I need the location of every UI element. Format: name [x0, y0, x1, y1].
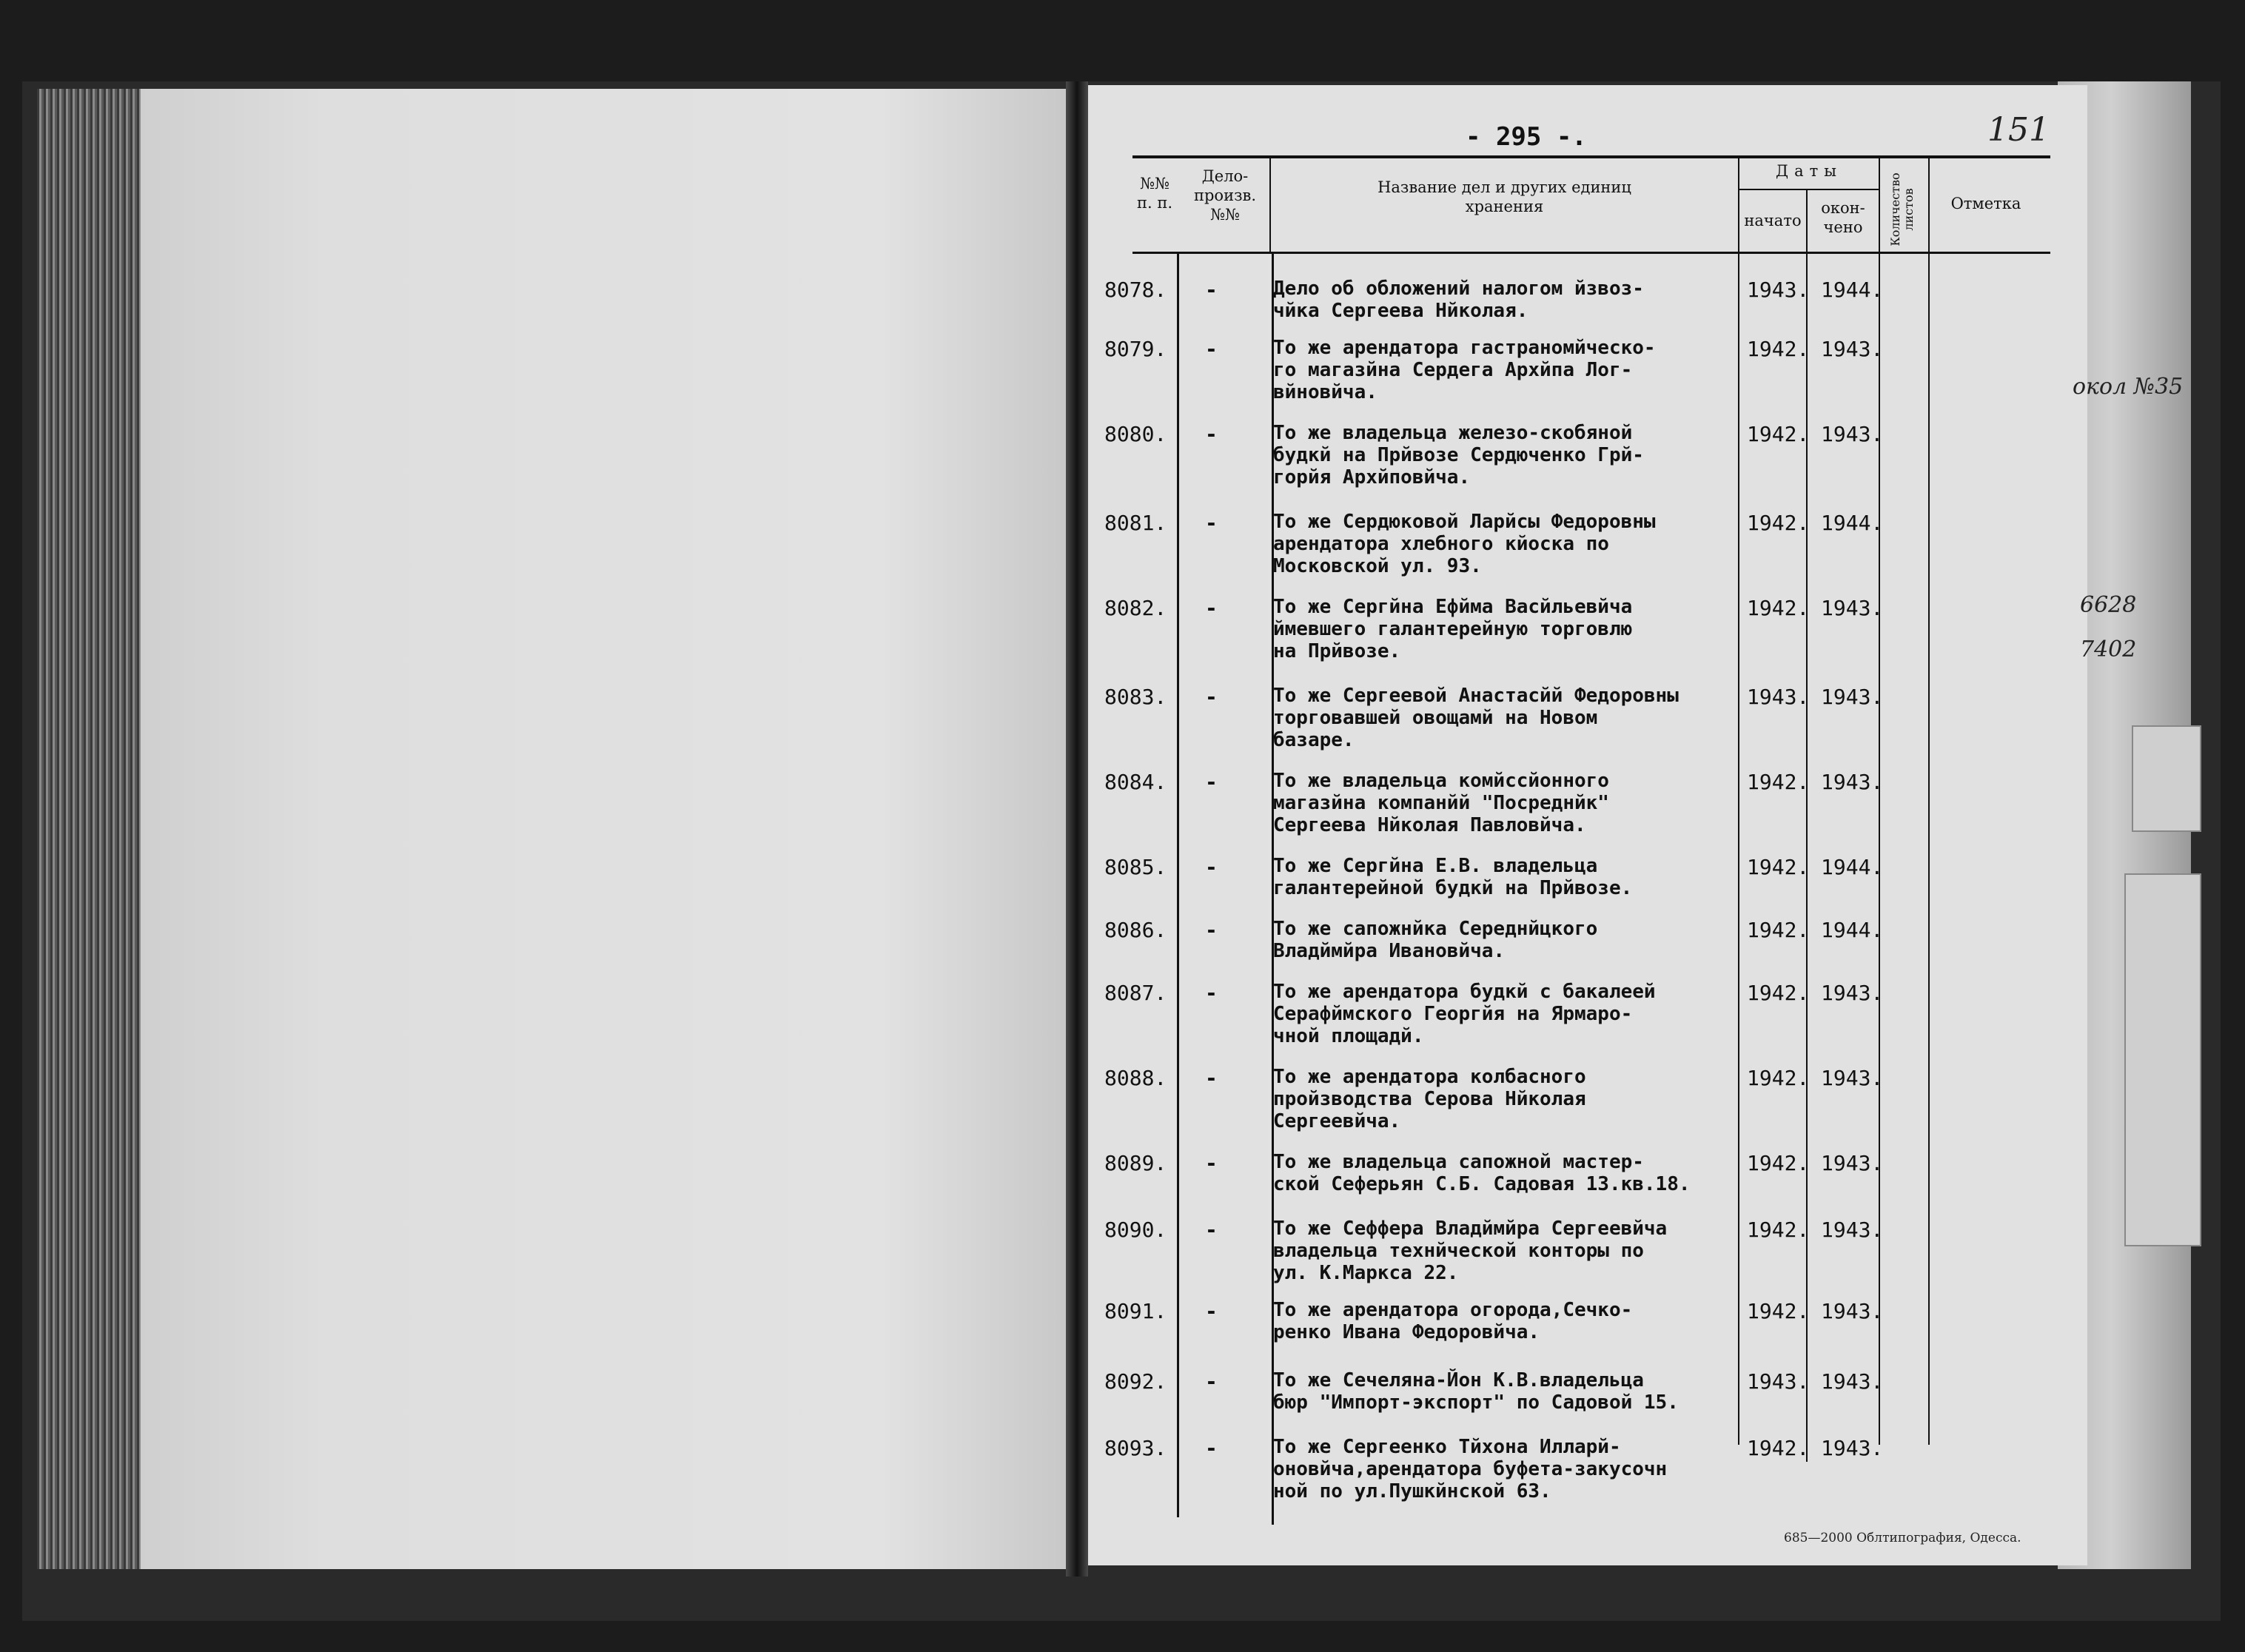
date-start: 1943. — [1747, 278, 1810, 302]
item-title: Дело об обложений налогом йзвоз- чйка Сергеева Нйколая. — [1273, 278, 1644, 322]
date-start: 1942. — [1747, 596, 1810, 620]
column-rule — [1806, 189, 1808, 1462]
page-number: - 295 -. — [1466, 122, 1587, 152]
paper-tab — [2124, 873, 2201, 1246]
date-end: 1943. — [1821, 1299, 1884, 1323]
date-end: 1944. — [1821, 855, 1884, 879]
item-number: 8092. — [1104, 1369, 1167, 1394]
book-gutter — [1066, 81, 1088, 1577]
item-number: 8084. — [1104, 770, 1167, 794]
item-number: 8089. — [1104, 1151, 1167, 1175]
date-end: 1943. — [1821, 596, 1884, 620]
date-end: 1943. — [1821, 1151, 1884, 1175]
date-end: 1943. — [1821, 981, 1884, 1005]
delo-number: - — [1205, 1218, 1218, 1242]
date-start: 1942. — [1747, 770, 1810, 794]
date-start: 1942. — [1747, 1299, 1810, 1323]
printer-imprint: 685—2000 Облтипография, Одесса. — [1784, 1531, 2021, 1545]
date-start: 1942. — [1747, 918, 1810, 942]
item-title: То же Сергйна Ефйма Васйльевйча ймевшего галантерейную торговлю на Прйвозе. — [1273, 596, 1633, 662]
paper-tab — [2132, 725, 2201, 832]
folio-number: 151 — [1987, 111, 2050, 149]
dates-divider — [1738, 189, 1879, 190]
date-start: 1942. — [1747, 511, 1810, 535]
delo-number: - — [1205, 918, 1218, 942]
column-rule — [1928, 157, 1930, 1445]
delo-number: - — [1205, 685, 1218, 709]
item-title: То же арендатора колбасного пройзводства Серова Нйколая Сергеевйча. — [1273, 1066, 1586, 1132]
delo-number: - — [1205, 981, 1218, 1005]
item-number: 8090. — [1104, 1218, 1167, 1242]
item-number: 8078. — [1104, 278, 1167, 302]
item-number: 8081. — [1104, 511, 1167, 535]
column-rule — [1269, 157, 1271, 252]
date-start: 1942. — [1747, 981, 1810, 1005]
item-number: 8093. — [1104, 1436, 1167, 1460]
item-title: То же Сечеляна-Йон К.В.владельца бюр "Импорт-экспорт" по Садовой 15. — [1273, 1369, 1679, 1414]
delo-number: - — [1205, 596, 1218, 620]
page-edges — [37, 89, 148, 1569]
delo-number: - — [1205, 278, 1218, 302]
delo-number: - — [1205, 337, 1218, 361]
item-title: То же Сергеенко Тйхона Илларй- оновйча,арендатора буфета-закусочн ной по ул.Пушкйнской 63. — [1273, 1436, 1668, 1502]
delo-number: - — [1205, 1066, 1218, 1090]
item-number: 8091. — [1104, 1299, 1167, 1323]
date-end: 1943. — [1821, 770, 1884, 794]
item-title: То же владельца железо-скобяной будкй на Прйвозе Сердюченко Грй- горйя Архйповйча. — [1273, 422, 1644, 488]
delo-number: - — [1205, 1151, 1218, 1175]
item-title: То же Сердюковой Ларйсы Федоровны арендатора хлебного кйоска по Московской ул. 93. — [1273, 511, 1656, 577]
date-end: 1943. — [1821, 1066, 1884, 1090]
margin-note: 7402 — [2080, 637, 2137, 662]
item-number: 8079. — [1104, 337, 1167, 361]
delo-number: - — [1205, 422, 1218, 446]
date-start: 1942. — [1747, 1218, 1810, 1242]
item-title: То же сапожнйка Середнйцкого Владймйра Ивановйча. — [1273, 918, 1598, 962]
delo-number: - — [1205, 1299, 1218, 1323]
header-title: Название дел и других единиц хранения — [1377, 178, 1631, 215]
item-title: То же владельца комйссйонного магазйна компанйй "Посреднйк" Сергеева Нйколая Павловйча. — [1273, 770, 1609, 836]
item-title: То же арендатора будкй с бакалеей Серафймского Георгйя на Ярмаро- чной площадй. — [1273, 981, 1656, 1047]
date-end: 1944. — [1821, 511, 1884, 535]
date-start: 1942. — [1747, 1436, 1810, 1460]
item-number: 8088. — [1104, 1066, 1167, 1090]
date-start: 1943. — [1747, 685, 1810, 709]
date-start: 1942. — [1747, 1151, 1810, 1175]
margin-note: окол №35 — [2073, 374, 2184, 400]
date-end: 1943. — [1821, 337, 1884, 361]
item-title: То же Сергеевой Анастасйй Федоровны торговавшей овощамй на Новом базаре. — [1273, 685, 1679, 751]
delo-number: - — [1205, 1436, 1218, 1460]
item-number: 8083. — [1104, 685, 1167, 709]
item-title: То же арендатора огорода,Сечко- ренко Ивана Федоровйча. — [1273, 1299, 1633, 1343]
item-number: 8080. — [1104, 422, 1167, 446]
margin-note: 6628 — [2080, 592, 2137, 618]
item-title: То же Сеффера Владймйра Сергеевйча владельца технйческой конторы по ул. К.Маркса 22. — [1273, 1218, 1668, 1284]
item-title: То же Сергйна Е.В. владельца галантерейной будкй на Прйвозе. — [1273, 855, 1633, 899]
item-number: 8087. — [1104, 981, 1167, 1005]
date-start: 1942. — [1747, 1066, 1810, 1090]
item-number: 8085. — [1104, 855, 1167, 879]
item-number: 8086. — [1104, 918, 1167, 942]
delo-number: - — [1205, 855, 1218, 879]
header-sheets: Количество листов — [1888, 172, 1916, 246]
date-start: 1942. — [1747, 337, 1810, 361]
delo-number: - — [1205, 1369, 1218, 1394]
delo-number: - — [1205, 770, 1218, 794]
item-number: 8082. — [1104, 596, 1167, 620]
delo-number: - — [1205, 511, 1218, 535]
date-start: 1942. — [1747, 422, 1810, 446]
column-rule — [1177, 252, 1179, 1517]
date-end: 1943. — [1821, 1436, 1884, 1460]
date-end: 1944. — [1821, 278, 1884, 302]
item-title: То же арендатора гастраномйческо- го магазйна Сердега Архйпа Лог- вйновйча. — [1273, 337, 1656, 403]
header-number: №№ п. п. — [1136, 175, 1173, 212]
date-start: 1943. — [1747, 1369, 1810, 1394]
header-delo: Дело- произв. №№ — [1193, 167, 1257, 224]
item-title: То же владельца сапожной мастер- ской Сеферьян С.Б. Садовая 13.кв.18. — [1273, 1151, 1691, 1195]
date-end: 1943. — [1821, 1369, 1884, 1394]
date-end: 1943. — [1821, 685, 1884, 709]
header-note: Отметка — [1950, 195, 2021, 212]
date-end: 1943. — [1821, 422, 1884, 446]
date-end: 1944. — [1821, 918, 1884, 942]
header-end: окон- чено — [1821, 199, 1865, 236]
date-end: 1943. — [1821, 1218, 1884, 1242]
left-page-blank — [141, 89, 1066, 1569]
column-rule — [1738, 157, 1739, 1445]
header-start: начато — [1744, 212, 1802, 229]
header-dates: Даты — [1776, 162, 1842, 180]
date-start: 1942. — [1747, 855, 1810, 879]
